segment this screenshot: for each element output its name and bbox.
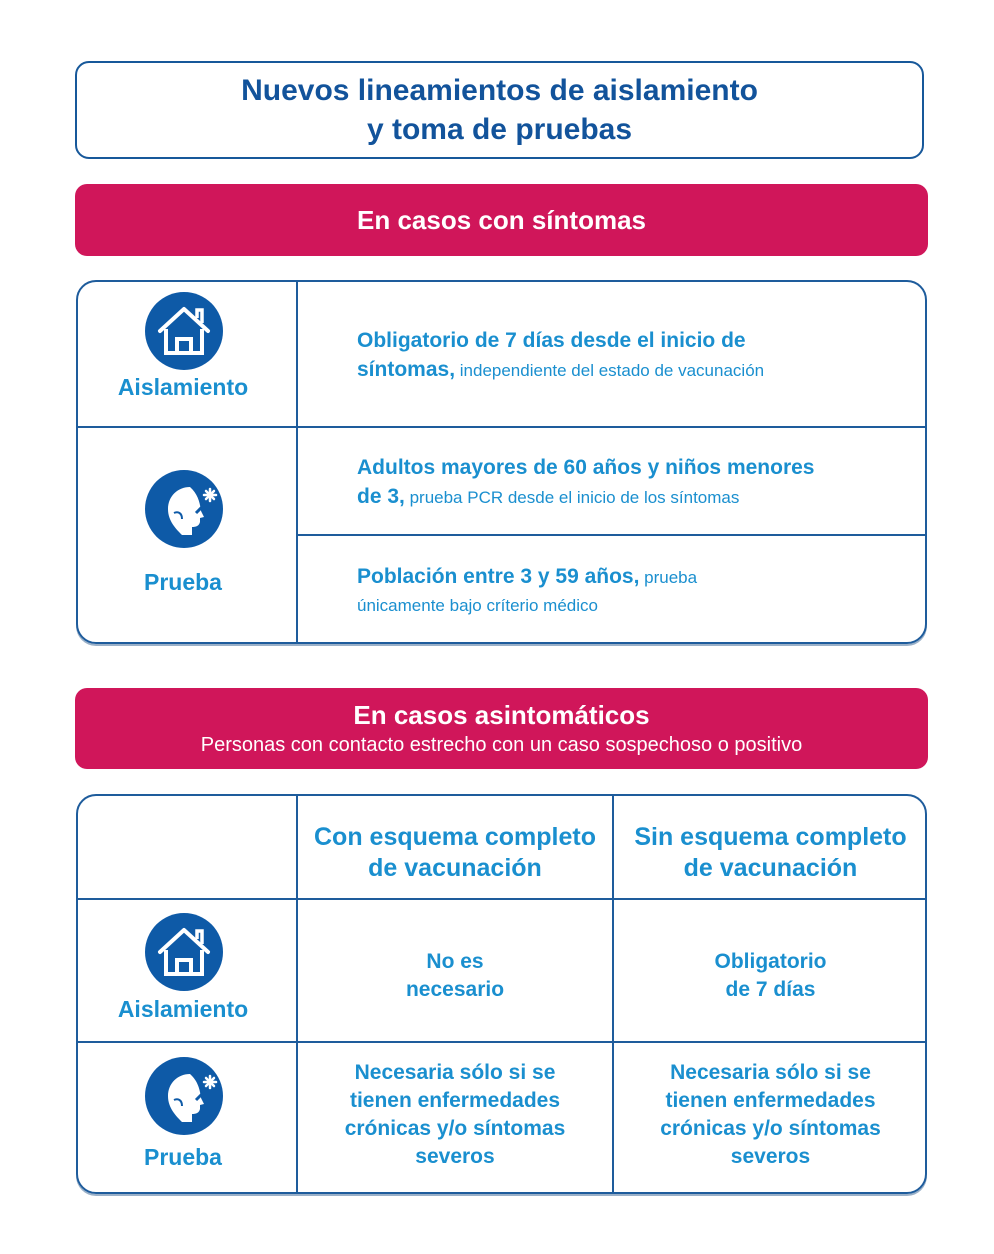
isolation-label: Aislamiento: [117, 374, 249, 400]
isolation-text-bold-1: Obligatorio de 7 días desde el inicio de: [357, 329, 746, 352]
symptomatic-table: [76, 280, 927, 644]
isolation-incomplete-value: [614, 948, 927, 1004]
isolation-text-normal: independiente del estado de vacunación: [455, 361, 765, 380]
column-header-complete: [298, 822, 612, 884]
asymptomatic-table: [76, 794, 927, 1194]
isolation-complete-value: [298, 948, 612, 1004]
row-divider: [78, 426, 927, 428]
test-complete-line-1: Necesaria sólo si se: [354, 1061, 556, 1084]
house-icon: [144, 291, 224, 371]
page-title-line-1: Nuevos lineamientos de aislamiento: [241, 74, 758, 107]
isolation-description: [357, 326, 917, 385]
test-row2-normal-2: únicamente bajo críterio médico: [357, 596, 598, 615]
column-divider: [296, 282, 298, 644]
test-row1-bold-1: Adultos mayores de 60 años y niños menores: [357, 456, 815, 479]
test-complete-line-2: tienen enfermedades: [349, 1089, 561, 1112]
isolation-incomplete-line-2: de 7 días: [725, 978, 816, 1001]
column-header-incomplete: [614, 822, 927, 884]
test-label: Prueba: [144, 1144, 222, 1170]
page-title-line-2: y toma de pruebas: [366, 113, 633, 146]
test-row1-bold-2: de 3,: [357, 485, 405, 508]
asymptomatic-heading-band: [75, 688, 928, 769]
row-divider: [298, 534, 927, 536]
isolation-text-bold-2: síntomas,: [357, 358, 456, 381]
isolation-complete-line-1: No es: [426, 950, 484, 973]
test-description-older-younger: [357, 453, 917, 512]
test-description-3-59: [357, 563, 917, 619]
column-header-complete-line-1: Con esquema completo: [314, 823, 596, 851]
column-header-incomplete-line-2: de vacunación: [683, 854, 858, 882]
asymptomatic-subheading: Personas con contacto estrecho con un caso sospechoso o positivo: [200, 733, 803, 756]
title-box: [75, 61, 924, 159]
test-row2-bold: Población entre 3 y 59 años,: [357, 565, 640, 588]
test-complete-value: [298, 1059, 612, 1171]
isolation-label: Aislamiento: [117, 996, 249, 1022]
column-header-incomplete-line-1: Sin esquema completo: [634, 823, 907, 851]
test-incomplete-line-4: severos: [730, 1145, 811, 1168]
test-label: Prueba: [144, 569, 222, 595]
test-incomplete-value: [614, 1059, 927, 1171]
row-divider: [78, 1041, 927, 1043]
symptomatic-heading: En casos con síntomas: [357, 205, 646, 235]
test-row1-normal: prueba PCR desde el inicio de los síntomas: [404, 488, 740, 507]
test-complete-line-4: severos: [415, 1145, 495, 1168]
row-divider: [78, 898, 927, 900]
test-row2-normal-1: prueba: [639, 568, 698, 587]
nasal-swab-icon: [144, 469, 224, 549]
isolation-incomplete-line-1: Obligatorio: [714, 950, 827, 973]
house-icon: [144, 912, 224, 992]
test-incomplete-line-3: crónicas y/o síntomas: [660, 1117, 881, 1140]
test-incomplete-line-1: Necesaria sólo si se: [670, 1061, 871, 1084]
asymptomatic-heading: En casos asintomáticos: [353, 699, 650, 730]
column-header-complete-line-2: de vacunación: [368, 854, 542, 882]
nasal-swab-icon: [144, 1056, 224, 1136]
symptomatic-heading-band: [75, 184, 928, 256]
isolation-complete-line-2: necesario: [405, 978, 505, 1001]
test-incomplete-line-2: tienen enfermedades: [665, 1089, 876, 1112]
test-complete-line-3: crónicas y/o síntomas: [344, 1117, 566, 1140]
